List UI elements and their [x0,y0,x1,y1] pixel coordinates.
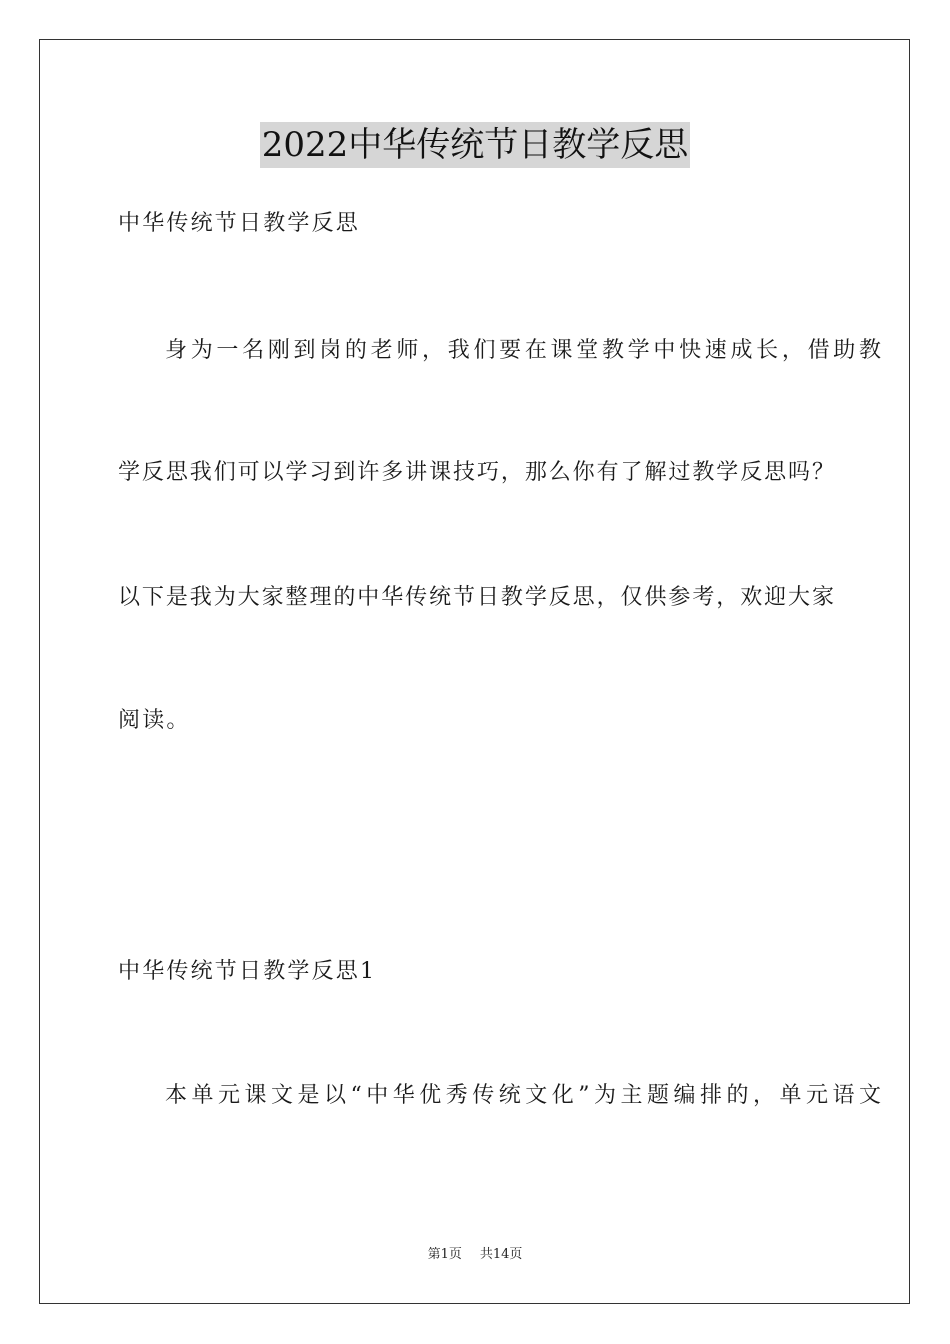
page-footer [0,1246,950,1264]
intro-line-1: 身为一名刚到岗的老师，我们要在课堂教学中快速成长，借助教 [165,338,881,363]
page-total: 共14页 [479,1247,523,1262]
document-subtitle: 中华传统节日教学反思 [118,211,361,236]
intro-line-3: 以下是我为大家整理的中华传统节日教学反思，仅供参考，欢迎大家 [118,585,834,610]
section-line-1: 本单元课文是以“中华优秀传统文化”为主题编排的，单元语文 [165,1083,881,1108]
section-heading: 中华传统节日教学反思1 [118,959,377,984]
intro-line-2: 学反思我们可以学习到许多讲课技巧，那么你有了解过教学反思吗？ [118,460,834,485]
title-wrap [0,122,950,168]
page-number: 第1页 [427,1247,462,1262]
document-title: 2022中华传统节日教学反思 [260,122,691,168]
intro-line-4: 阅读。 [118,708,191,733]
